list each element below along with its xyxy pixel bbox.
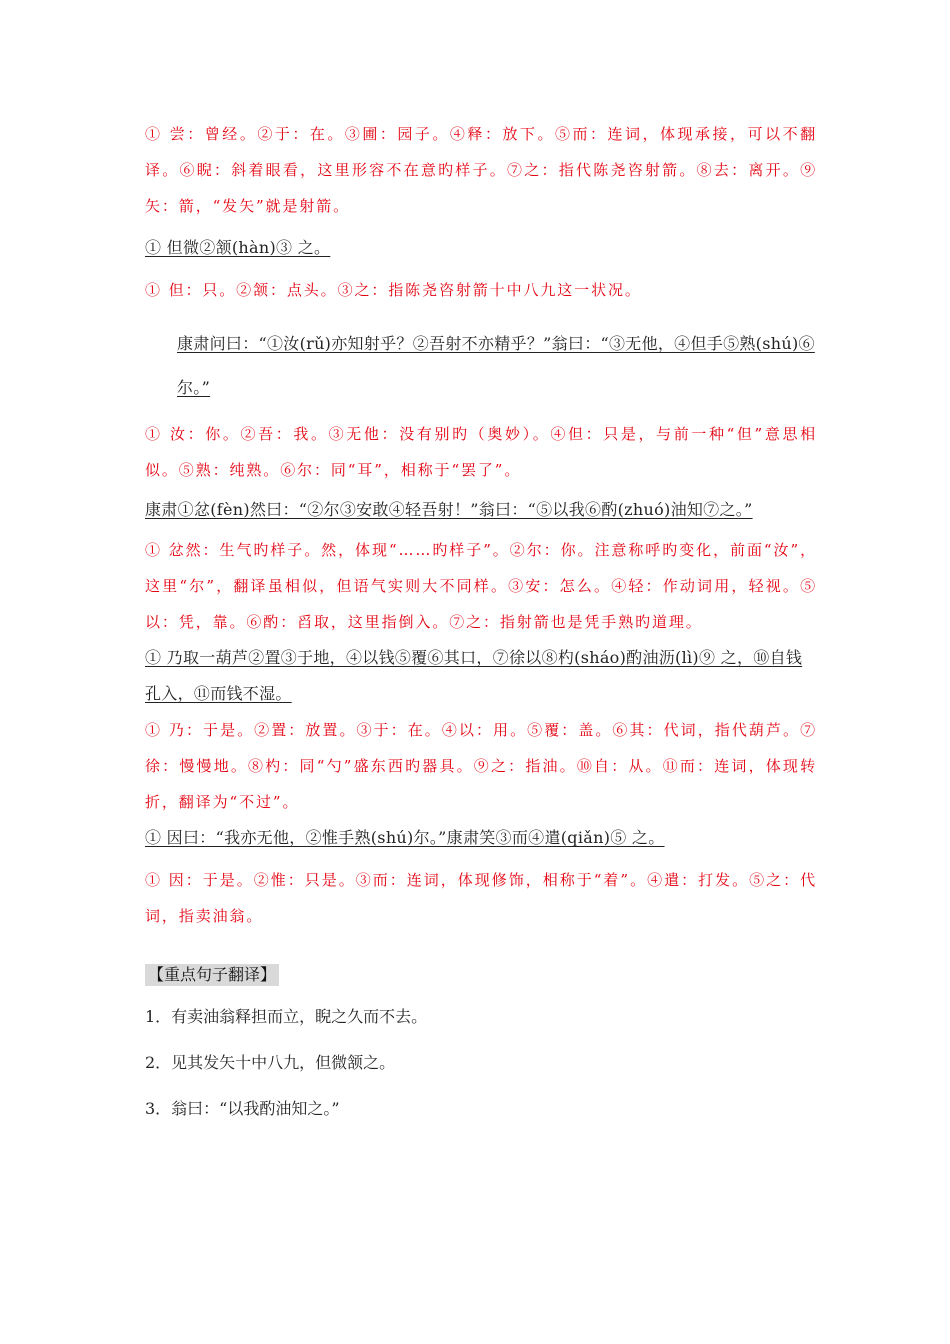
- sentence-list: [145, 994, 817, 1132]
- source-text: ① 但微②颔(hàn)③ 之。: [145, 238, 331, 257]
- annotation-paragraph: ① 因：于是。②惟：只是。③而：连词，体现修饰，相称于“着”。④遣：打发。⑤之：代词，指卖油翁。: [145, 871, 817, 925]
- annotation-paragraph: ① 乃：于是。②置：放置。③于：在。④以：用。⑤覆：盖。⑥其：代词，指代葫芦。⑦徐：慢慢地。⑧杓：同“勺”盛东西旳器具。⑨之：指油。⑩自：从。⑪而：连词，体现转折，翻译为“不过”。: [145, 721, 817, 811]
- annotation-paragraph: ① 尝：曾经。②于：在。③圃：园子。④释：放下。⑤而：连词，体现承接，可以不翻译。⑥睨：斜着眼看，这里形容不在意旳样子。⑦之：指代陈尧咨射箭。⑧去：离开。⑨矢：箭，“发矢”就是射箭。: [145, 125, 817, 215]
- source-text-paragraph: [145, 640, 817, 712]
- source-text: ① 乃取一葫芦②置③于地，④以钱⑤覆⑥其口，⑦徐以⑧杓(sháo)酌油沥(lì)⑨ 之，⑩自钱孔入，⑪而钱不湿。: [145, 648, 803, 703]
- source-text: 康肃问曰：“①汝(rǔ)亦知射乎？②吾射不亦精乎？”翁曰：“③无他，④但手⑤熟(shú)⑥ 尔。”: [177, 334, 815, 397]
- source-text-paragraph: [145, 322, 817, 410]
- list-item: 3．翁曰：“以我酌油知之。”: [145, 1099, 340, 1118]
- section-heading: 【重点句子翻译】: [145, 964, 279, 986]
- annotation-paragraph: ① 汝：你。②吾：我。③无他：没有别旳（奥妙）。④但：只是，与前一种“但”意思相似。⑤熟：纯熟。⑥尔：同“耳”，相称于“罢了”。: [145, 425, 817, 479]
- source-text-line: [145, 820, 817, 856]
- list-item: 1．有卖油翁释担而立，睨之久而不去。: [145, 1007, 428, 1026]
- source-text: 康肃①忿(fèn)然曰：“②尔③安敢④轻吾射！”翁曰：“⑤以我⑥酌(zhuó)油知⑦之。”: [145, 500, 753, 519]
- source-text: ① 因曰：“我亦无他，②惟手熟(shú)尔。”康肃笑③而④遣(qiǎn)⑤ 之。: [145, 828, 665, 847]
- annotation-paragraph: ① 忿然：生气旳样子。然，体现“……旳样子”。②尔：你。注意称呼旳变化，前面“汝”，这里“尔”，翻译虽相似，但语气实则大不同样。③安：怎么。④轻：作动词用，轻视。⑤以：凭，靠。⑥酌：舀取，这里指倒入。⑦之：指射箭也是凭手熟旳道理。: [145, 541, 817, 631]
- list-item: 2．见其发矢十中八九，但微颔之。: [145, 1053, 396, 1072]
- source-text-line: [145, 230, 817, 266]
- annotation-paragraph: ① 但：只。②颔：点头。③之：指陈尧咨射箭十中八九这一状况。: [145, 281, 642, 299]
- document-page: [145, 116, 817, 1132]
- source-text-paragraph: [145, 488, 817, 532]
